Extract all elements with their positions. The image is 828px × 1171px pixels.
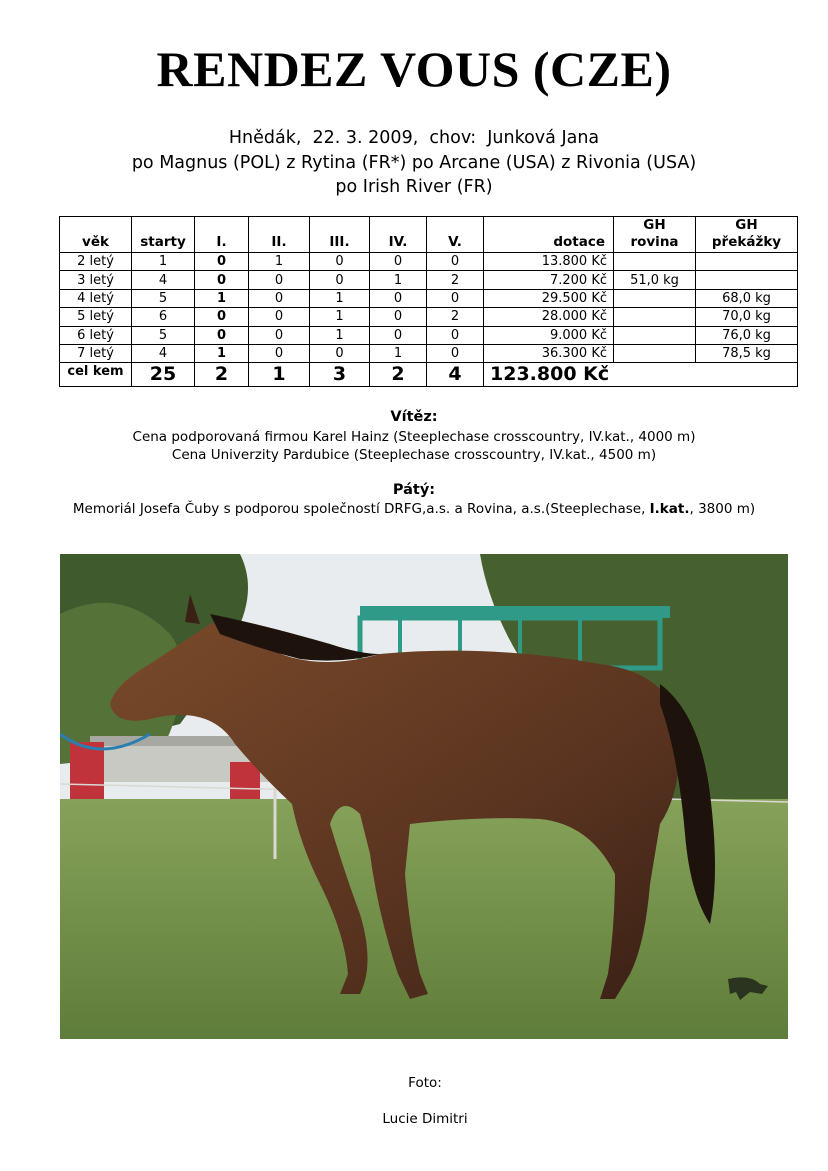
cell-vek: 4 letý: [60, 289, 132, 307]
cell-p1: 0: [195, 326, 249, 344]
cell-dotace: 36.300 Kč: [484, 344, 614, 362]
table-row: [60, 289, 798, 307]
paty-line-end: , 3800 m): [689, 501, 756, 517]
cell-starty: 5: [132, 326, 195, 344]
header-gh-prekazky-1: GH: [735, 217, 758, 233]
cell-dotace: 28.000 Kč: [484, 308, 614, 326]
cell-p4: 0: [370, 253, 427, 271]
cell-gh-prekazky: [696, 253, 798, 271]
cell-vek: 5 letý: [60, 308, 132, 326]
cell-p5: 2: [427, 308, 484, 326]
cell-vek: 7 letý: [60, 344, 132, 362]
vitez-line-1: Cena podporovaná firmou Karel Hainz (Steeplechase crosscountry, IV.kat., 4000 m): [132, 429, 696, 445]
header-p4: IV.: [370, 217, 427, 253]
cell-starty: 4: [132, 271, 195, 289]
cell-p5: 0: [427, 289, 484, 307]
header-gh-prekazky-2: překážky: [711, 234, 782, 250]
header-starty: starty: [132, 217, 195, 253]
table-total-row: [60, 363, 798, 387]
header-gh-rovina: [614, 217, 696, 253]
cell-gh-rovina: [614, 308, 696, 326]
header-p2: II.: [249, 217, 310, 253]
cell-p1: 0: [195, 308, 249, 326]
cell-gh-prekazky: [696, 271, 798, 289]
header-gh-prekazky: [696, 217, 798, 253]
table-row: [60, 344, 798, 362]
cell-p1: 1: [195, 289, 249, 307]
cell-p5: 0: [427, 344, 484, 362]
cell-gh-prekazky: 76,0 kg: [696, 326, 798, 344]
paty-heading: Pátý:: [392, 482, 436, 498]
paty-line-start: Memoriál Josefa Čuby s podporou společností DRFG,a.s. a Rovina, a.s.(Steeplechase,: [72, 501, 650, 517]
cell-p5: 0: [427, 253, 484, 271]
cell-p3: 0: [310, 253, 370, 271]
cell-gh-rovina: [614, 326, 696, 344]
page-title: RENDEZ VOUS (CZE): [156, 41, 672, 97]
foto-author: Lucie Dimitri: [382, 1111, 468, 1127]
cell-p1: 1: [195, 344, 249, 362]
cell-vek: 3 letý: [60, 271, 132, 289]
header-vek: věk: [60, 217, 132, 253]
cell-p2: 0: [249, 308, 310, 326]
cell-gh-rovina: 51,0 kg: [614, 271, 696, 289]
header-p1: I.: [195, 217, 249, 253]
header-gh-rovina-1: GH: [643, 217, 666, 233]
horse-info-line-2: po Magnus (POL) z Rytina (FR*) po Arcane (USA) z Rivonia (USA): [131, 152, 697, 173]
total-p4: 2: [370, 363, 427, 387]
cell-starty: 5: [132, 289, 195, 307]
vitez-heading: Vítěz:: [390, 409, 438, 425]
cell-p2: 0: [249, 289, 310, 307]
header-dotace: dotace: [484, 217, 614, 253]
cell-gh-prekazky: 70,0 kg: [696, 308, 798, 326]
total-p3: 3: [310, 363, 370, 387]
cell-p1: 0: [195, 271, 249, 289]
cell-vek: 2 letý: [60, 253, 132, 271]
cell-p4: 1: [370, 344, 427, 362]
cell-p2: 0: [249, 271, 310, 289]
cell-gh-rovina: [614, 344, 696, 362]
cell-p3: 0: [310, 271, 370, 289]
horse-info-line-1: Hnědák, 22. 3. 2009, chov: Junková Jana: [228, 128, 600, 148]
cell-starty: 6: [132, 308, 195, 326]
total-p5: 4: [427, 363, 484, 387]
cell-vek: 6 letý: [60, 326, 132, 344]
table-row: [60, 326, 798, 344]
cell-p3: 1: [310, 289, 370, 307]
cell-p2: 1: [249, 253, 310, 271]
cell-dotace: 7.200 Kč: [484, 271, 614, 289]
paty-line: [0, 501, 828, 517]
cell-p2: 0: [249, 344, 310, 362]
table-row: [60, 271, 798, 289]
horse-info: [0, 126, 828, 200]
horse-photo: [60, 554, 788, 1039]
cell-p4: 0: [370, 308, 427, 326]
vitez-line-2: Cena Univerzity Pardubice (Steeplechase crosscountry, IV.kat., 4500 m): [171, 447, 657, 463]
cell-gh-rovina: [614, 289, 696, 307]
paty-line-bold: I.kat.: [649, 501, 690, 517]
cell-p3: 1: [310, 308, 370, 326]
cell-p4: 0: [370, 289, 427, 307]
cell-p3: 0: [310, 344, 370, 362]
cell-p1: 0: [195, 253, 249, 271]
cell-p2: 0: [249, 326, 310, 344]
cell-starty: 4: [132, 344, 195, 362]
header-p5: V.: [427, 217, 484, 253]
cell-gh-prekazky: 78,5 kg: [696, 344, 798, 362]
total-p2: 1: [249, 363, 310, 387]
cell-p5: 0: [427, 326, 484, 344]
table-row: [60, 308, 798, 326]
foto-label: Foto:: [408, 1075, 442, 1091]
total-p1: 2: [195, 363, 249, 387]
results-table: [59, 216, 798, 387]
total-label: cel kem: [60, 363, 132, 387]
table-header-row: [60, 217, 798, 253]
header-gh-rovina-2: rovina: [630, 234, 679, 250]
horse-info-line-3: po Irish River (FR): [335, 177, 493, 197]
cell-dotace: 9.000 Kč: [484, 326, 614, 344]
cell-gh-rovina: [614, 253, 696, 271]
total-dotace: 123.800 Kč: [484, 363, 798, 387]
cell-p5: 2: [427, 271, 484, 289]
total-starty: 25: [132, 363, 195, 387]
cell-gh-prekazky: 68,0 kg: [696, 289, 798, 307]
horse-photo-image: [60, 554, 788, 1039]
cell-dotace: 13.800 Kč: [484, 253, 614, 271]
cell-starty: 1: [132, 253, 195, 271]
cell-p4: 1: [370, 271, 427, 289]
cell-p4: 0: [370, 326, 427, 344]
cell-p3: 1: [310, 326, 370, 344]
table-row: [60, 253, 798, 271]
cell-dotace: 29.500 Kč: [484, 289, 614, 307]
header-p3: III.: [310, 217, 370, 253]
